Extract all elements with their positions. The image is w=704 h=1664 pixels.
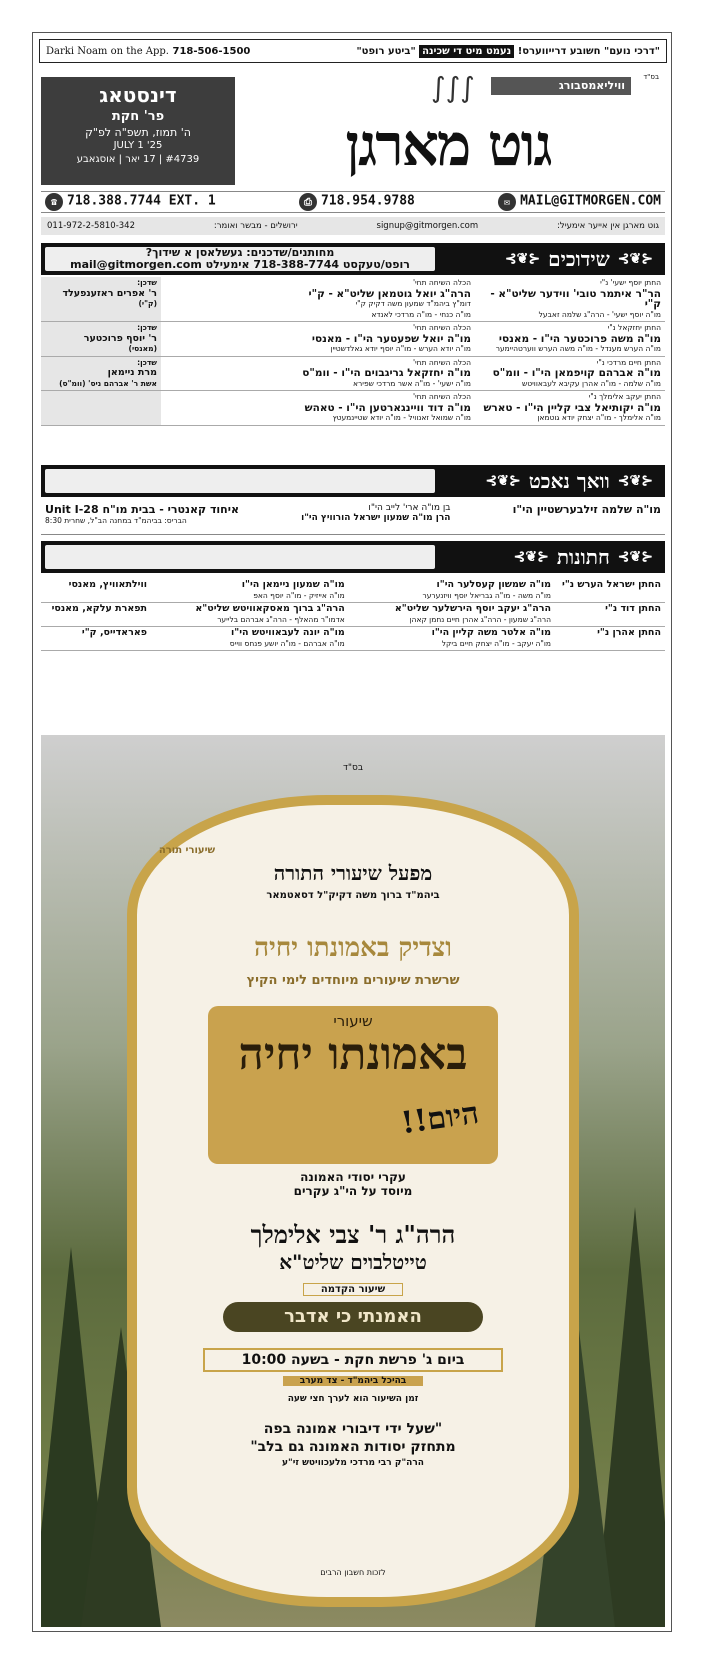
- kallah-name: הכלה השיחה תחי': [412, 357, 471, 367]
- chasuna-hall-name: ווילתאוויץ, מאנסי: [68, 579, 147, 590]
- shidduchim-table: [41, 277, 665, 426]
- chosson-father: מו"ה אברהם קויפמאן הי"ו - וומ"ס: [492, 367, 661, 379]
- ad-footer: לזכות חשבון הרבים: [320, 1568, 386, 1577]
- vachnacht-location2: הבריס: בביהמ"ד במחנה הב"ל, שחרית 8:30: [45, 516, 187, 525]
- kallah-grandparents: מו"ה יודא הערש - מו"ה יוסף יודא גאלדשטיין: [330, 344, 471, 353]
- shidduch-row: [41, 322, 665, 357]
- chosson-grandparents: מו"ה הערש מענדל - מו"ה משה הערש ווערטהיימער: [495, 344, 661, 353]
- english-date: JULY 1 '25: [113, 140, 163, 151]
- ornament-icon: ⊰❦⊱: [504, 251, 541, 267]
- vachnacht-child: מו"ה שלמה זילבערשטיין הי"ו: [512, 503, 661, 516]
- shadchan-name: ר' אפרים ראזענפעלד: [62, 287, 157, 299]
- subscribe-text: גוט מארגן אין אייער אימעיל:: [557, 221, 659, 231]
- shidduchim-title-wrap: [505, 245, 653, 273]
- chasuna-father2-name: מו"ה שמעון ניימאן הי"ו: [241, 579, 345, 590]
- ad-frame: [127, 795, 579, 1607]
- shadchan-cell: [41, 322, 161, 357]
- ad-time: ביום ג' פרשת חקת - בשעה 10:00: [203, 1348, 503, 1372]
- chasuna-chosson: [555, 579, 665, 603]
- shadchan-location: (ק"י): [138, 299, 157, 308]
- kallah-father: מו"ה דוד וויינגארטען הי"ו - טאהש: [304, 401, 471, 414]
- ad-org-sub: ביהמ"ד ברוך משה דקיק"ל דסאטמאר: [266, 890, 440, 901]
- kallah-grandparents: דומ"ץ ביהמ"ד שמעון משה דקיק ק"י: [355, 299, 471, 308]
- bsd-mark: בס"ד: [643, 73, 659, 81]
- banner-english: Darki Noam on the App.: [46, 45, 169, 57]
- kallah-name: הכלה השיחה תחי': [412, 323, 471, 332]
- city-label: וויליאמסבורג: [491, 77, 631, 95]
- banner-mid: נעמט מיט די שכינה: [419, 45, 514, 58]
- chasuna-row: [41, 603, 665, 627]
- shadchan-cell: [41, 391, 161, 426]
- shidduchim-contact-2: רופט/טעקסט 718-388-7744 אימעילט mail@gitmorgen.com: [70, 258, 410, 271]
- ad-shiurei: שיעורי: [333, 1012, 373, 1030]
- ad-rav-2: טייטלבוים שליט"א: [279, 1250, 427, 1274]
- chasuna-hall: [41, 627, 151, 651]
- chasuna-chosson: [555, 627, 665, 651]
- chosson-name: החתן יוסף ישעי' נ"י: [600, 278, 661, 287]
- chasuna-father2: [151, 627, 349, 651]
- ad-quote-1: "שעל ידי דיבורי אמונה בפה: [263, 1421, 443, 1437]
- ad-series: שרשרת שיעורים מיוחדים לימי הקיץ: [246, 973, 460, 988]
- chasunos-table: [41, 579, 665, 651]
- chasunos-title: חתונות: [556, 545, 610, 569]
- shadchan-label: שדכן:: [137, 357, 157, 367]
- shidduchim-contact-box: [45, 247, 435, 271]
- shadchan-name: מרת ניימאן: [107, 367, 157, 378]
- chosson-name: החתן חיים מרדכי נ"י: [596, 357, 661, 367]
- vachnacht-location: איחוד קאנטרי - בבית מו"ח Unit I-28: [45, 503, 239, 516]
- vachnacht-names: בן מו"ה ארי' לייב הי"ו: [368, 503, 451, 513]
- fax-phone: 718.954.9788: [320, 193, 415, 209]
- ad-org: מפעל שיעורי התורה: [273, 861, 433, 885]
- ad-rav-1: הרה"ג ר' צבי אלימלך: [250, 1220, 456, 1249]
- chosson-name: החתן יעקב אלימלך נ"י: [588, 392, 661, 401]
- day-name: דינסטאג: [99, 83, 177, 107]
- chasuna-father1-sub: הרה"ג שמעון - הרה"ג אהרן חיים נחמן קאהן: [409, 614, 551, 624]
- ad-today: היום!!: [399, 1095, 482, 1142]
- shadchan-location: (מאנסי): [128, 344, 157, 353]
- shidduchim-title: שידוכים: [548, 247, 610, 271]
- phone-icon: ☎: [45, 193, 63, 211]
- chasuna-father1-sub: מו"ה יעקב - מו"ה יצחק חיים ביקל: [441, 638, 551, 648]
- fax-icon: ⎙: [299, 193, 317, 211]
- ad-logo: שיעורי תורה: [158, 845, 216, 856]
- israel-phone: 011-972-2-5810-342: [47, 221, 135, 231]
- shidduch-row: [41, 277, 665, 322]
- subscribe-bar: [41, 217, 665, 235]
- shidduch-row: [41, 391, 665, 426]
- vachnacht-title-wrap: [486, 467, 653, 495]
- chosson-father: מו"ה משה פרוכטער הי"ו - מאנסי: [498, 332, 661, 345]
- chasuna-father2-sub: מו"ה אייזיק - מו"ה יוסף האפ: [253, 590, 345, 600]
- chasuna-father2: [151, 579, 349, 603]
- chasuna-father1: [349, 603, 555, 627]
- shidduchim-contact-1: מחותנים/שדכנים: געשלאסן א שידוך?: [145, 246, 335, 259]
- ad-main-title: באמונתו יחיה: [238, 1029, 468, 1080]
- chasuna-father2-sub: מו"ה אברהם - מו"ה יושע פנחס ווייס: [229, 638, 345, 648]
- hebrew-date: ה' תמוז, תשפ"ה לפ"ק: [85, 126, 191, 139]
- shidduch-row: [41, 356, 665, 391]
- shadchan-name: ר' יוסף פרוכטער: [83, 332, 157, 344]
- chosson-cell: [475, 391, 665, 426]
- kallah-cell: [161, 391, 475, 426]
- ad-verse: וצדיק באמונתו יחיה: [254, 933, 452, 963]
- date-box: [41, 77, 235, 185]
- newspaper-page: [32, 32, 672, 1632]
- vachnacht-names2: הרן מו"ה שמעון ישראל הורוויץ הי"ו: [301, 513, 451, 523]
- israel-text: ירושלים - מבשר ואומר:: [213, 221, 298, 231]
- kallah-name: הכלה השיחה תחי': [412, 392, 471, 401]
- ornament-icon: ⊰❦⊱: [485, 473, 521, 489]
- ad-quote-2: מתחזק יסודות האמונה גם בלב": [250, 1439, 456, 1455]
- ornament-icon: ⊰❦⊱: [617, 549, 653, 565]
- shadchan-cell: [41, 356, 161, 391]
- contact-bar: [41, 191, 665, 213]
- chosson-cell: [475, 356, 665, 391]
- chasuna-row: [41, 579, 665, 603]
- chasuna-hall-name: פאראדייס, ק"י: [81, 627, 147, 638]
- shadchan-cell: [41, 277, 161, 322]
- top-banner: [39, 39, 667, 63]
- parsha: פר' חקת: [111, 109, 165, 124]
- steam-icon: ∫∫∫: [431, 71, 475, 104]
- chasuna-father1-name: הרה"ג יעקב יוסף הירשלער שליט"א: [394, 603, 551, 614]
- chasuna-row: [41, 627, 665, 651]
- chasuna-hall: [41, 603, 151, 627]
- chasuna-chosson: [555, 603, 665, 627]
- chosson-grandparents: מו"ה אלימלך - מו"ה יצחק יודא גוטמאן: [537, 413, 661, 422]
- banner-darki: "דרכי נועם": [604, 45, 660, 57]
- vachnacht-title: וואך נאכט: [528, 469, 610, 493]
- ad-sub1: עקרי יסודי האמונה: [300, 1170, 406, 1184]
- subscribe-email[interactable]: signup@gitmorgen.com: [376, 221, 479, 231]
- ad-intro: שיעור הקדמה: [303, 1283, 403, 1296]
- kallah-cell: [161, 322, 475, 357]
- banner-drivers: חשובע דרייווערס!: [517, 45, 601, 57]
- kallah-grandparents: מו"ה שמואל זאנוויל - מו"ה יודא שטיינמעטץ: [332, 413, 471, 422]
- ad-topic: האמנתי כי אדבר: [223, 1302, 483, 1332]
- chosson-name: החתן יחזקאל נ"י: [607, 323, 661, 332]
- chasuna-father1-sub: מו"ה משה - מו"ה גבריאל יוסף וויזנערער: [422, 590, 551, 600]
- kallah-cell: [161, 277, 475, 322]
- chosson-grandparents: מו"ה יוסף ישעי' - הרה"ג שלמה זאבעל: [538, 309, 661, 319]
- kallah-cell: [161, 356, 475, 391]
- ad-gold-box: [208, 1006, 498, 1164]
- chasuna-hall: [41, 579, 151, 603]
- kallah-name: הכלה השיחה תחי': [412, 278, 471, 287]
- ad-location: בהיכל ביהמ"ד - צד מערב: [283, 1376, 423, 1386]
- ad-sub2: מיוסד על הי"ג עקרים: [293, 1184, 413, 1198]
- kallah-grandparents: מו"ה ישעי' - מו"ה אשר מרדכי שפירא: [353, 378, 471, 388]
- email-link[interactable]: MAIL@GITMORGEN.COM: [520, 193, 661, 209]
- masthead-title: גוט מארגן: [345, 111, 551, 179]
- chasuna-father1: [349, 627, 555, 651]
- ornament-icon: ⊰❦⊱: [617, 473, 653, 489]
- advertisement: [41, 735, 665, 1627]
- shadchan-location: אשת ר' אברהם ניס' (וומ"ס): [59, 378, 157, 388]
- chasuna-father2-name: מו"ה יונה לעבאוויטש הי"ו: [231, 627, 345, 638]
- kallah-father: מו"ה יחזקאל גריגבוים הי"ו - וומ"ס: [302, 367, 471, 379]
- chasuna-father2-name: הרה"ג ברוך מאסקאוויטש שליט"א: [195, 603, 345, 614]
- chosson-grandparents: מו"ה שלמה - מו"ה אהרן עקיבא לעבאוויטש: [521, 378, 661, 388]
- chosson-cell: [475, 322, 665, 357]
- vachnacht-row: [41, 501, 665, 535]
- chasuna-father2-sub: אדמו"ר מהאלף - הרה"ג אברהם בלייער: [217, 614, 345, 624]
- ornament-icon: ⊰❦⊱: [617, 251, 653, 267]
- chasunos-title-wrap: [514, 543, 653, 571]
- chasuna-father1-name: מו"ה שמשון קעסלער הי"ו: [436, 579, 551, 590]
- shadchan-label: שדכן:: [137, 278, 157, 287]
- chasuna-hall-name: תפארת עלקא, מאנסי: [51, 603, 147, 614]
- ad-note: זמן השיעור הוא לערך חצי שעה: [287, 1394, 419, 1404]
- shadchan-label: שדכן:: [137, 323, 157, 332]
- chasuna-chosson-name: החתן אהרן נ"י: [597, 627, 661, 638]
- mail-icon: ✉: [498, 193, 516, 211]
- chasuna-chosson-name: החתן דוד נ"י: [605, 603, 661, 614]
- chasuna-chosson-name: החתן ישראל הערש נ"י: [562, 579, 661, 590]
- chosson-father: הר"ר איתמר טובי' ווידער שליט"א - ק"י: [490, 287, 661, 310]
- ad-quote-source: הרה"ק רבי מרדכי מלעכוויטש זי"ע: [282, 1458, 424, 1468]
- shidduchim-header: [41, 243, 665, 275]
- chasuna-father1: [349, 579, 555, 603]
- issue-number: #4739 | 17 יאר | אוסגאבע: [76, 154, 200, 165]
- banner-quote: "ביטע רופט": [356, 45, 416, 57]
- kallah-grandparents-2: מו"ה כנחי - מו"ה מרדכי לאנדא: [371, 309, 471, 319]
- chasuna-father1-name: מו"ה אלטר משה קליין הי"ו: [431, 627, 551, 638]
- chasuna-father2: [151, 603, 349, 627]
- ornament-icon: ⊰❦⊱: [513, 549, 549, 565]
- ad-bsd: בס"ד: [342, 763, 364, 773]
- chasunos-box: [45, 545, 435, 569]
- main-phone: 718.388.7744 EXT. 1: [67, 193, 216, 209]
- banner-phone: 718-506-1500: [172, 45, 251, 57]
- kallah-father: הרה"ג יואל גוטמאן שליט"א - ק"י: [308, 287, 471, 300]
- vachnacht-box: [45, 469, 435, 493]
- vachnacht-header: [41, 465, 665, 497]
- chasunos-header: [41, 541, 665, 573]
- chosson-cell: [475, 277, 665, 322]
- chosson-father: מו"ה יקותיאל צבי קליין הי"ו - טארש: [483, 401, 661, 414]
- kallah-father: מו"ה יואל שפעטער הי"ו - מאנסי: [311, 332, 471, 345]
